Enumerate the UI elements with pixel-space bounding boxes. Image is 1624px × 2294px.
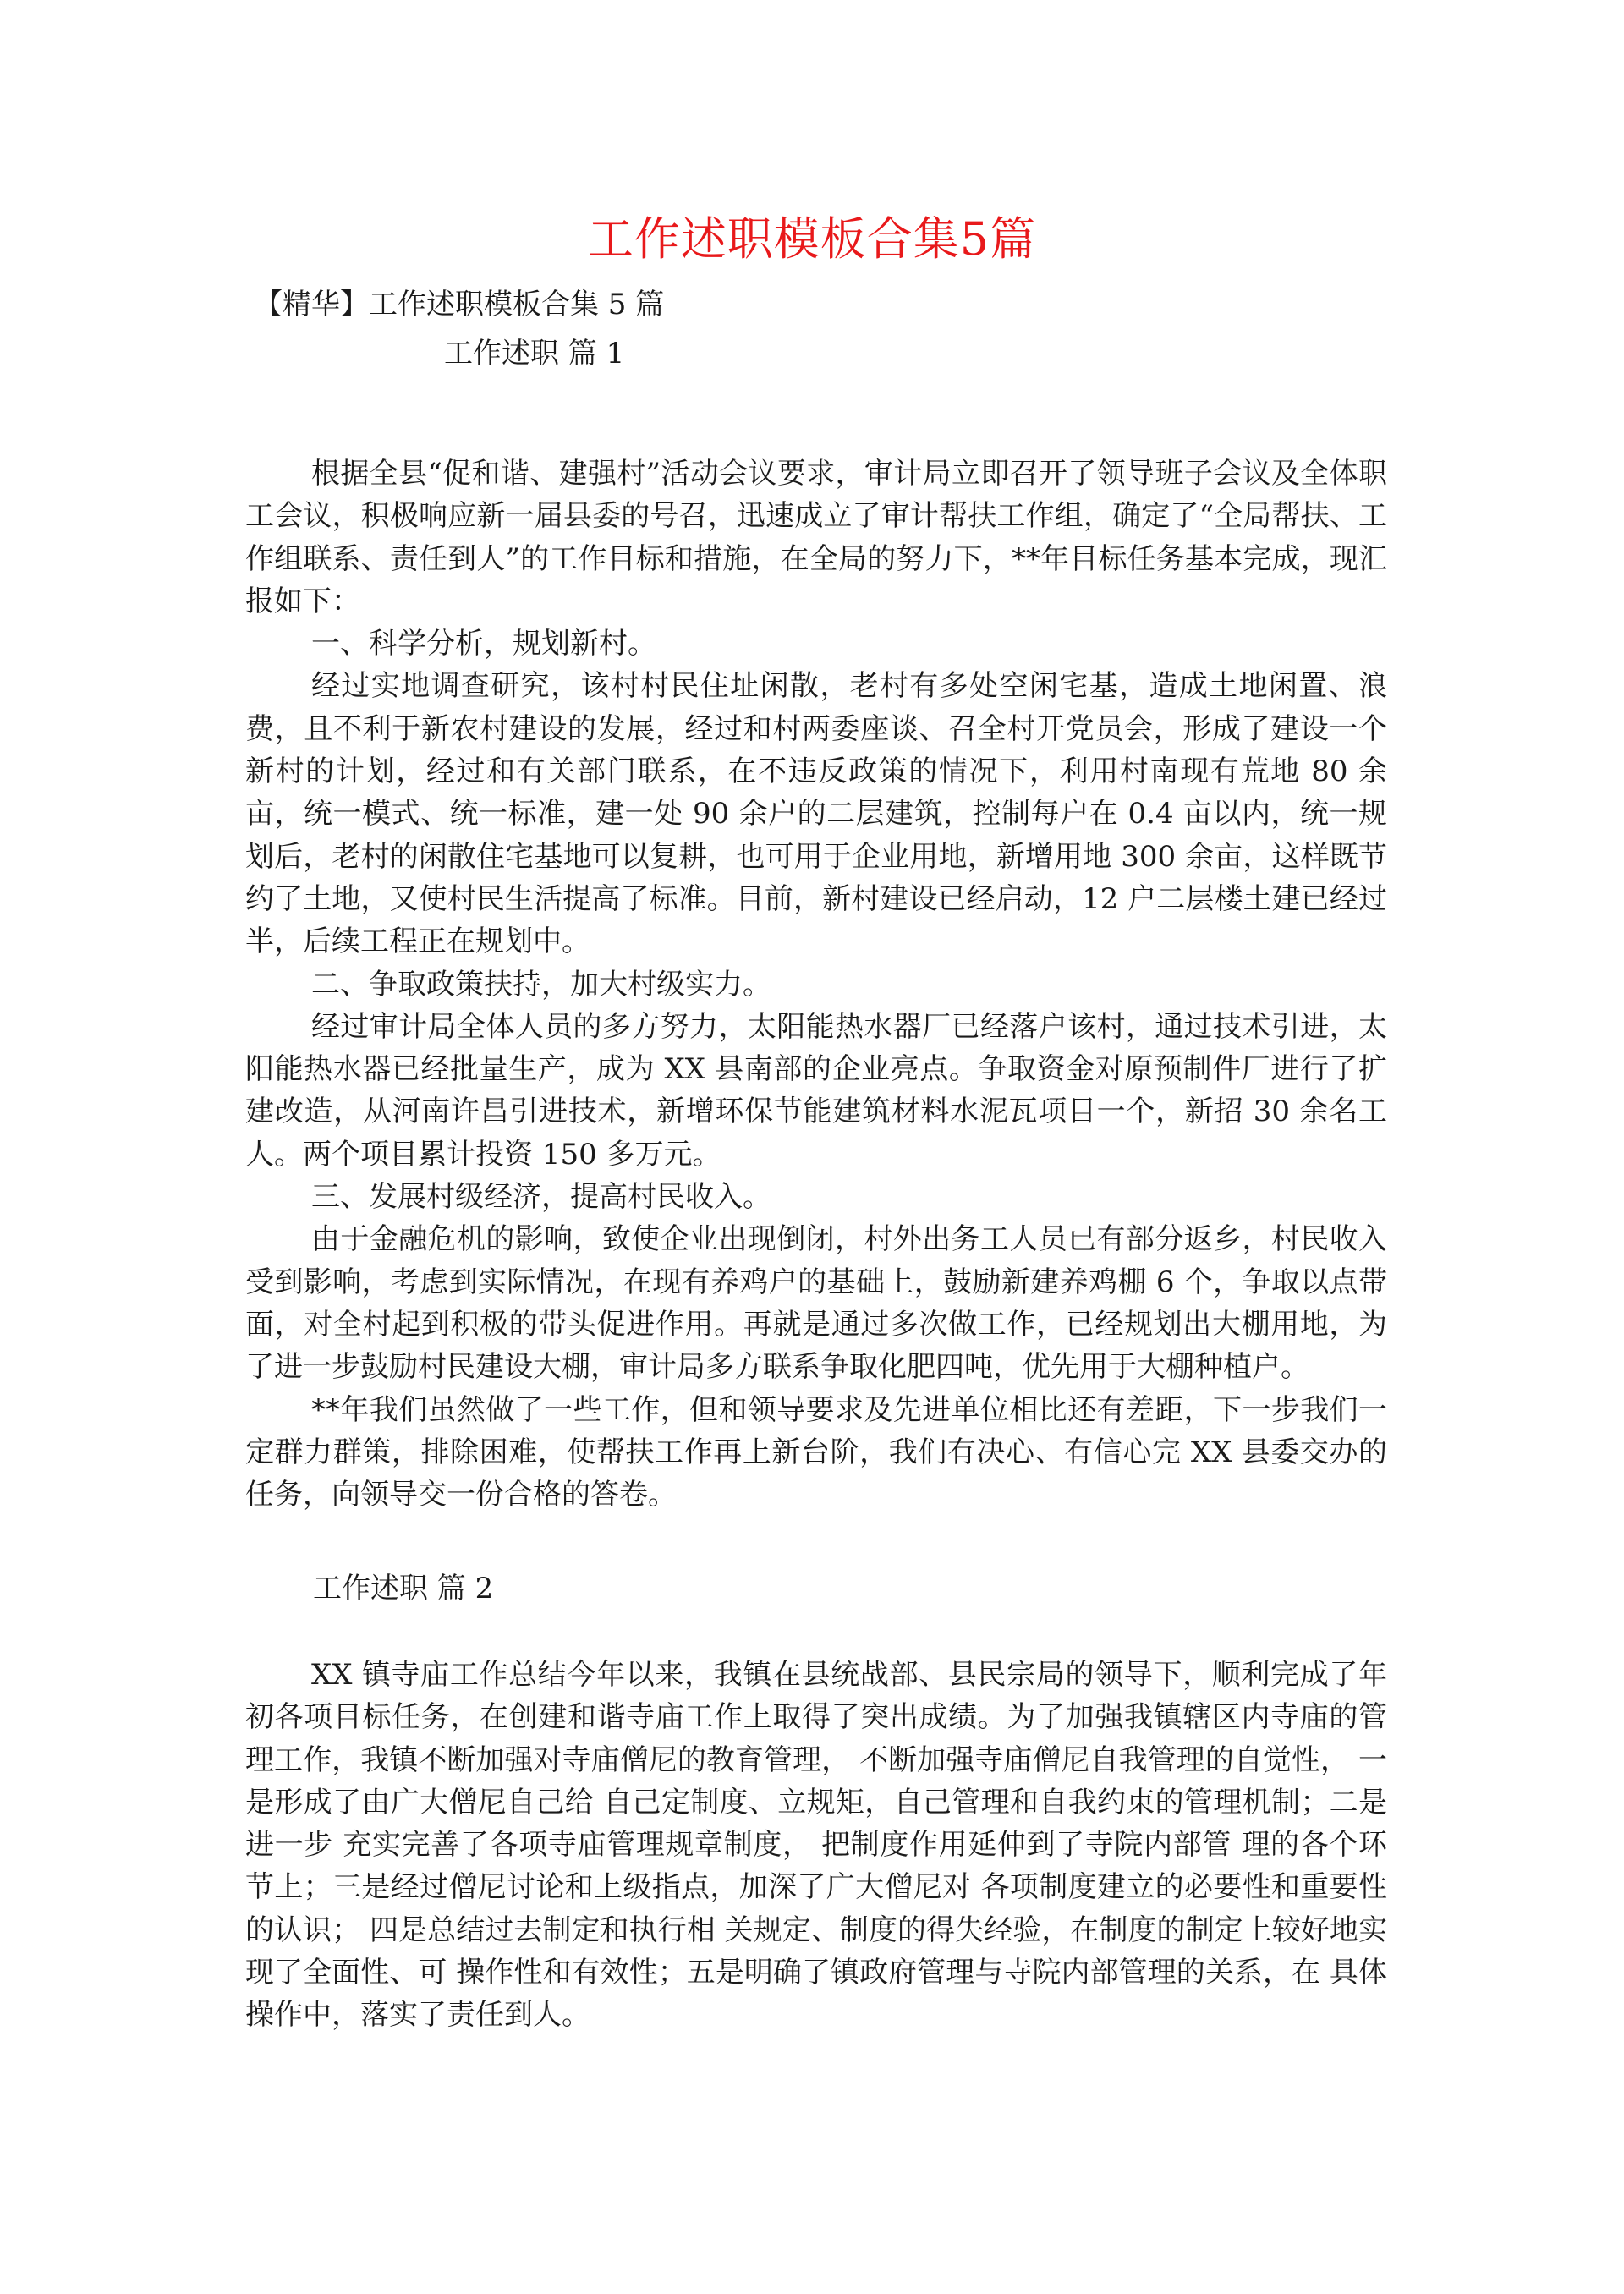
section-1-body <box>245 453 1387 1516</box>
paragraph: 经过审计局全体人员的多方努力，太阳能热水器厂已经落户该村，通过技术引进，太阳能热水器已经批量生产，成为 XX 县南部的企业亮点。争取资金对原预制件厂进行了扩建改造，从河南许昌引进技术，新增环保节能建筑材料水泥瓦项目一个，新招 30 余名工人。两个项目累计投资 150 多万元。 <box>245 1009 1387 1172</box>
paragraph: 由于金融危机的影响，致使企业出现倒闭，村外出务工人员已有部分返乡，村民收入受到影响，考虑到实际情况，在现有养鸡户的基础上，鼓励新建养鸡棚 6 个，争取以点带面，对全村起到积极的带头促进作用。再就是通过多次做工作，已经规划出大棚用地，为了进一步鼓励村民建设大棚，审计局多方联系争取化肥四吨，优先用于大棚种植户。 <box>245 1222 1387 1385</box>
paragraph: 经过实地调查研究，该村村民住址闲散，老村有多处空闲宅基，造成土地闲置、浪费，且不利于新农村建设的发展，经过和村两委座谈、召全村开党员会，形成了建设一个新村的计划，经过和有关部门联系，在不违反政策的情况下，利用村南现有荒地 80 余亩，统一模式、统一标准，建一处 90 余户的二层建筑，控制每户在 0.4 亩以内，统一规划后，老村的闲散住宅基地可以复耕，也可用于企业用地，新增用地 300 余亩，这样既节约了土地，又使村民生活提高了标准。目前，新村建设已经启动，12 户二层楼土建已经过半，后续工程正在规划中。 <box>245 669 1387 959</box>
section-1-heading: 工作述职 篇 1 <box>444 337 625 370</box>
subheading: 二、争取政策扶持，加大村级实力。 <box>311 967 771 1002</box>
subheading: 三、发展村级经济，提高村民收入。 <box>311 1180 771 1215</box>
section-2-body <box>245 1654 1387 2037</box>
subheading: 一、科学分析，规划新村。 <box>311 627 656 661</box>
paragraph: 根据全县“促和谐、建强村”活动会议要求，审计局立即召开了领导班子会议及全体职工会议，积极响应新一届县委的号召，迅速成立了审计帮扶工作组，确定了“全局帮扶、工作组联系、责任到人”的工作目标和措施，在全局的努力下，**年目标任务基本完成，现汇报如下： <box>245 457 1387 618</box>
paragraph: XX 镇寺庙工作总结今年以来，我镇在县统战部、县民宗局的领导下，顺利完成了年 初各项目标任务，在创建和谐寺庙工作上取得了突出成绩。为了加强我镇辖区内寺庙的管理工作，我镇不断加强对寺庙僧尼的教育管理， 不断加强寺庙僧尼自我管理的自觉性， 一是形成了由广大僧尼自己给 自己定制度、立规矩，自己管理和自我约束的管理机制；二是进一步 充实完善了各项寺庙管理规章制度， 把制度作用延伸到了寺院内部管 理的各个环节上；三是经过僧尼讨论和上级指点，加深了广大僧尼对 各项制度建立的必要性和重要性的认识； 四是总结过去制定和执行相 关规定、制度的得失经验，在制度的制定上较好地实现了全面性、可 操作性和有效性；五是明确了镇政府管理与寺院内部管理的关系，在 具体操作中，落实了责任到人。 <box>245 1658 1387 2033</box>
document-title: 工作述职模板合集5篇 <box>587 212 1037 266</box>
section-2-heading: 工作述职 篇 2 <box>313 1572 494 1605</box>
paragraph: **年我们虽然做了一些工作，但和领导要求及先进单位相比还有差距，下一步我们一定群力群策，排除困难，使帮扶工作再上新台阶，我们有决心、有信心完 XX 县委交办的任务，向领导交一份合格的答卷。 <box>245 1392 1387 1512</box>
document-subtitle: 【精华】工作述职模板合集 5 篇 <box>254 288 665 321</box>
